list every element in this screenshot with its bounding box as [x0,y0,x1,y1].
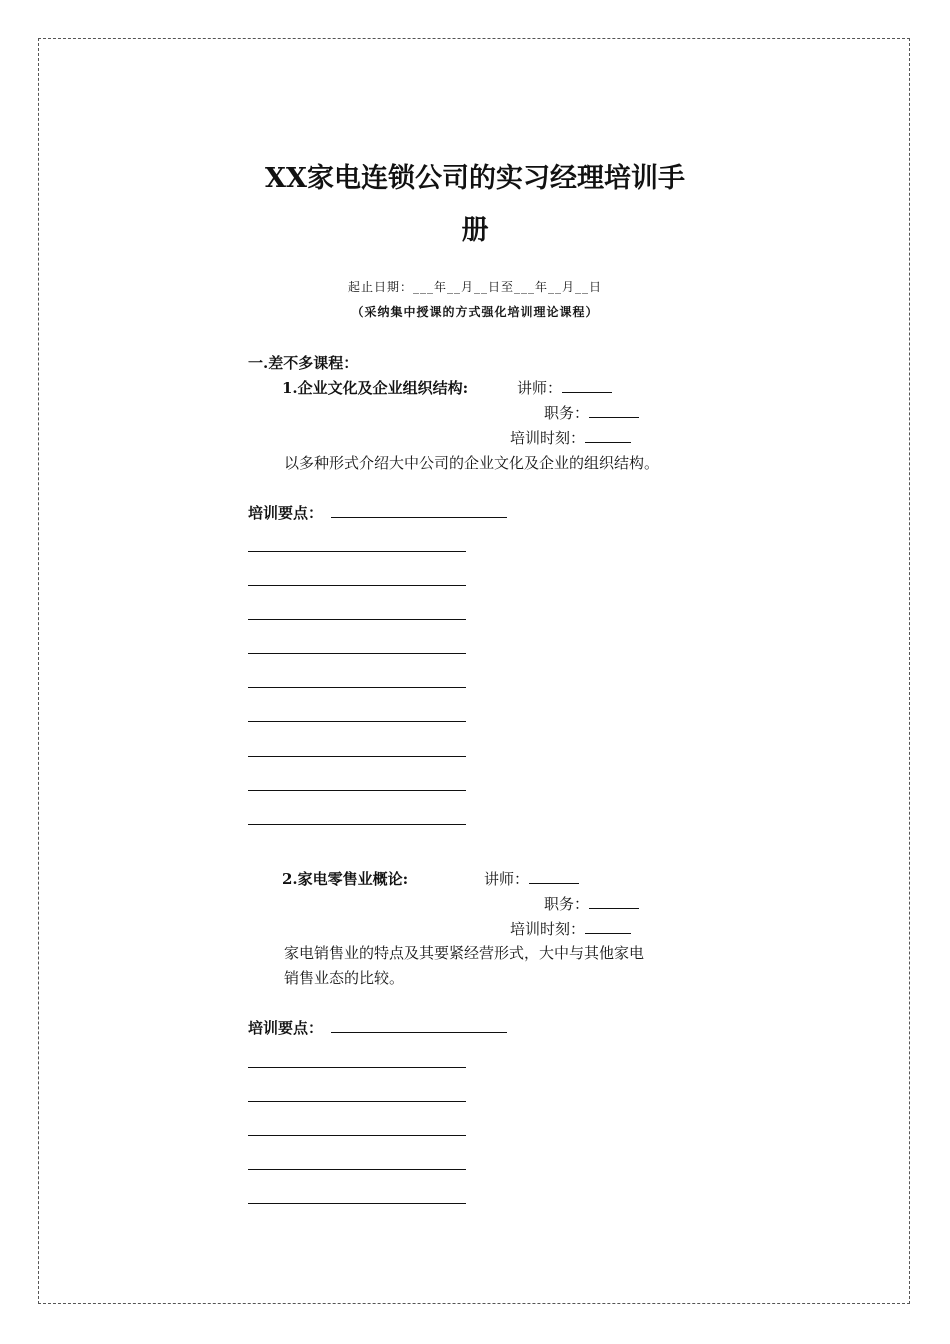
time-blank[interactable] [585,919,631,934]
lecturer-label: 讲师： [517,379,563,397]
course-2-name: 2.家电零售业概论: [282,870,409,888]
course-2-points [248,1017,507,1038]
course-1-name: 1.企业文化及企业组织结构: [282,379,469,397]
answer-line[interactable] [248,1101,466,1102]
time-label: 培训时刻： [510,429,586,447]
answer-line[interactable] [248,756,466,757]
course-1-points [248,502,507,523]
position-label: 职务： [544,895,590,913]
points-label: 培训要点： [248,1019,324,1037]
time-blank[interactable] [585,428,631,443]
course-1-description: 以多种形式介绍大中公司的企业文化及企业的组织结构。 [284,454,660,472]
position-label: 职务： [544,404,590,422]
section-heading: 一.差不多课程： [248,354,359,372]
answer-line[interactable] [248,824,466,825]
document-title-line2: 册 [461,215,489,246]
time-label: 培训时刻： [510,920,586,938]
course-2-position [544,893,639,914]
answer-line[interactable] [248,1203,466,1204]
lecturer-blank[interactable] [562,378,612,393]
course-1-position [544,402,639,423]
answer-line[interactable] [248,653,466,654]
points-label: 培训要点： [248,504,324,522]
answer-line[interactable] [248,1169,466,1170]
course-1-lecturer [517,377,612,398]
answer-line[interactable] [248,687,466,688]
course-1-time [510,427,631,448]
date-range: 起止日期：___年__月__日至___年__月__日 [347,280,602,294]
answer-line[interactable] [248,790,466,791]
course-2-lecturer [484,868,579,889]
answer-line[interactable] [248,585,466,586]
answer-line[interactable] [248,1135,466,1136]
points-blank[interactable] [331,503,507,518]
answer-line[interactable] [248,721,466,722]
points-blank[interactable] [331,1018,507,1033]
answer-line[interactable] [248,551,466,552]
answer-line[interactable] [248,1067,466,1068]
course-2-time [510,918,631,939]
course-2-description-line1: 家电销售业的特点及其要紧经营形式，大中与其他家电 [284,944,645,962]
course-2-description-line2: 销售业态的比较。 [284,969,405,987]
answer-line[interactable] [248,619,466,620]
lecturer-label: 讲师： [484,870,530,888]
lecturer-blank[interactable] [529,869,579,884]
position-blank[interactable] [589,403,639,418]
document-title-line1: XX家电连锁公司的实习经理培训手 [265,163,685,194]
subtitle: （采纳集中授课的方式强化培训理论课程） [351,305,599,319]
position-blank[interactable] [589,894,639,909]
